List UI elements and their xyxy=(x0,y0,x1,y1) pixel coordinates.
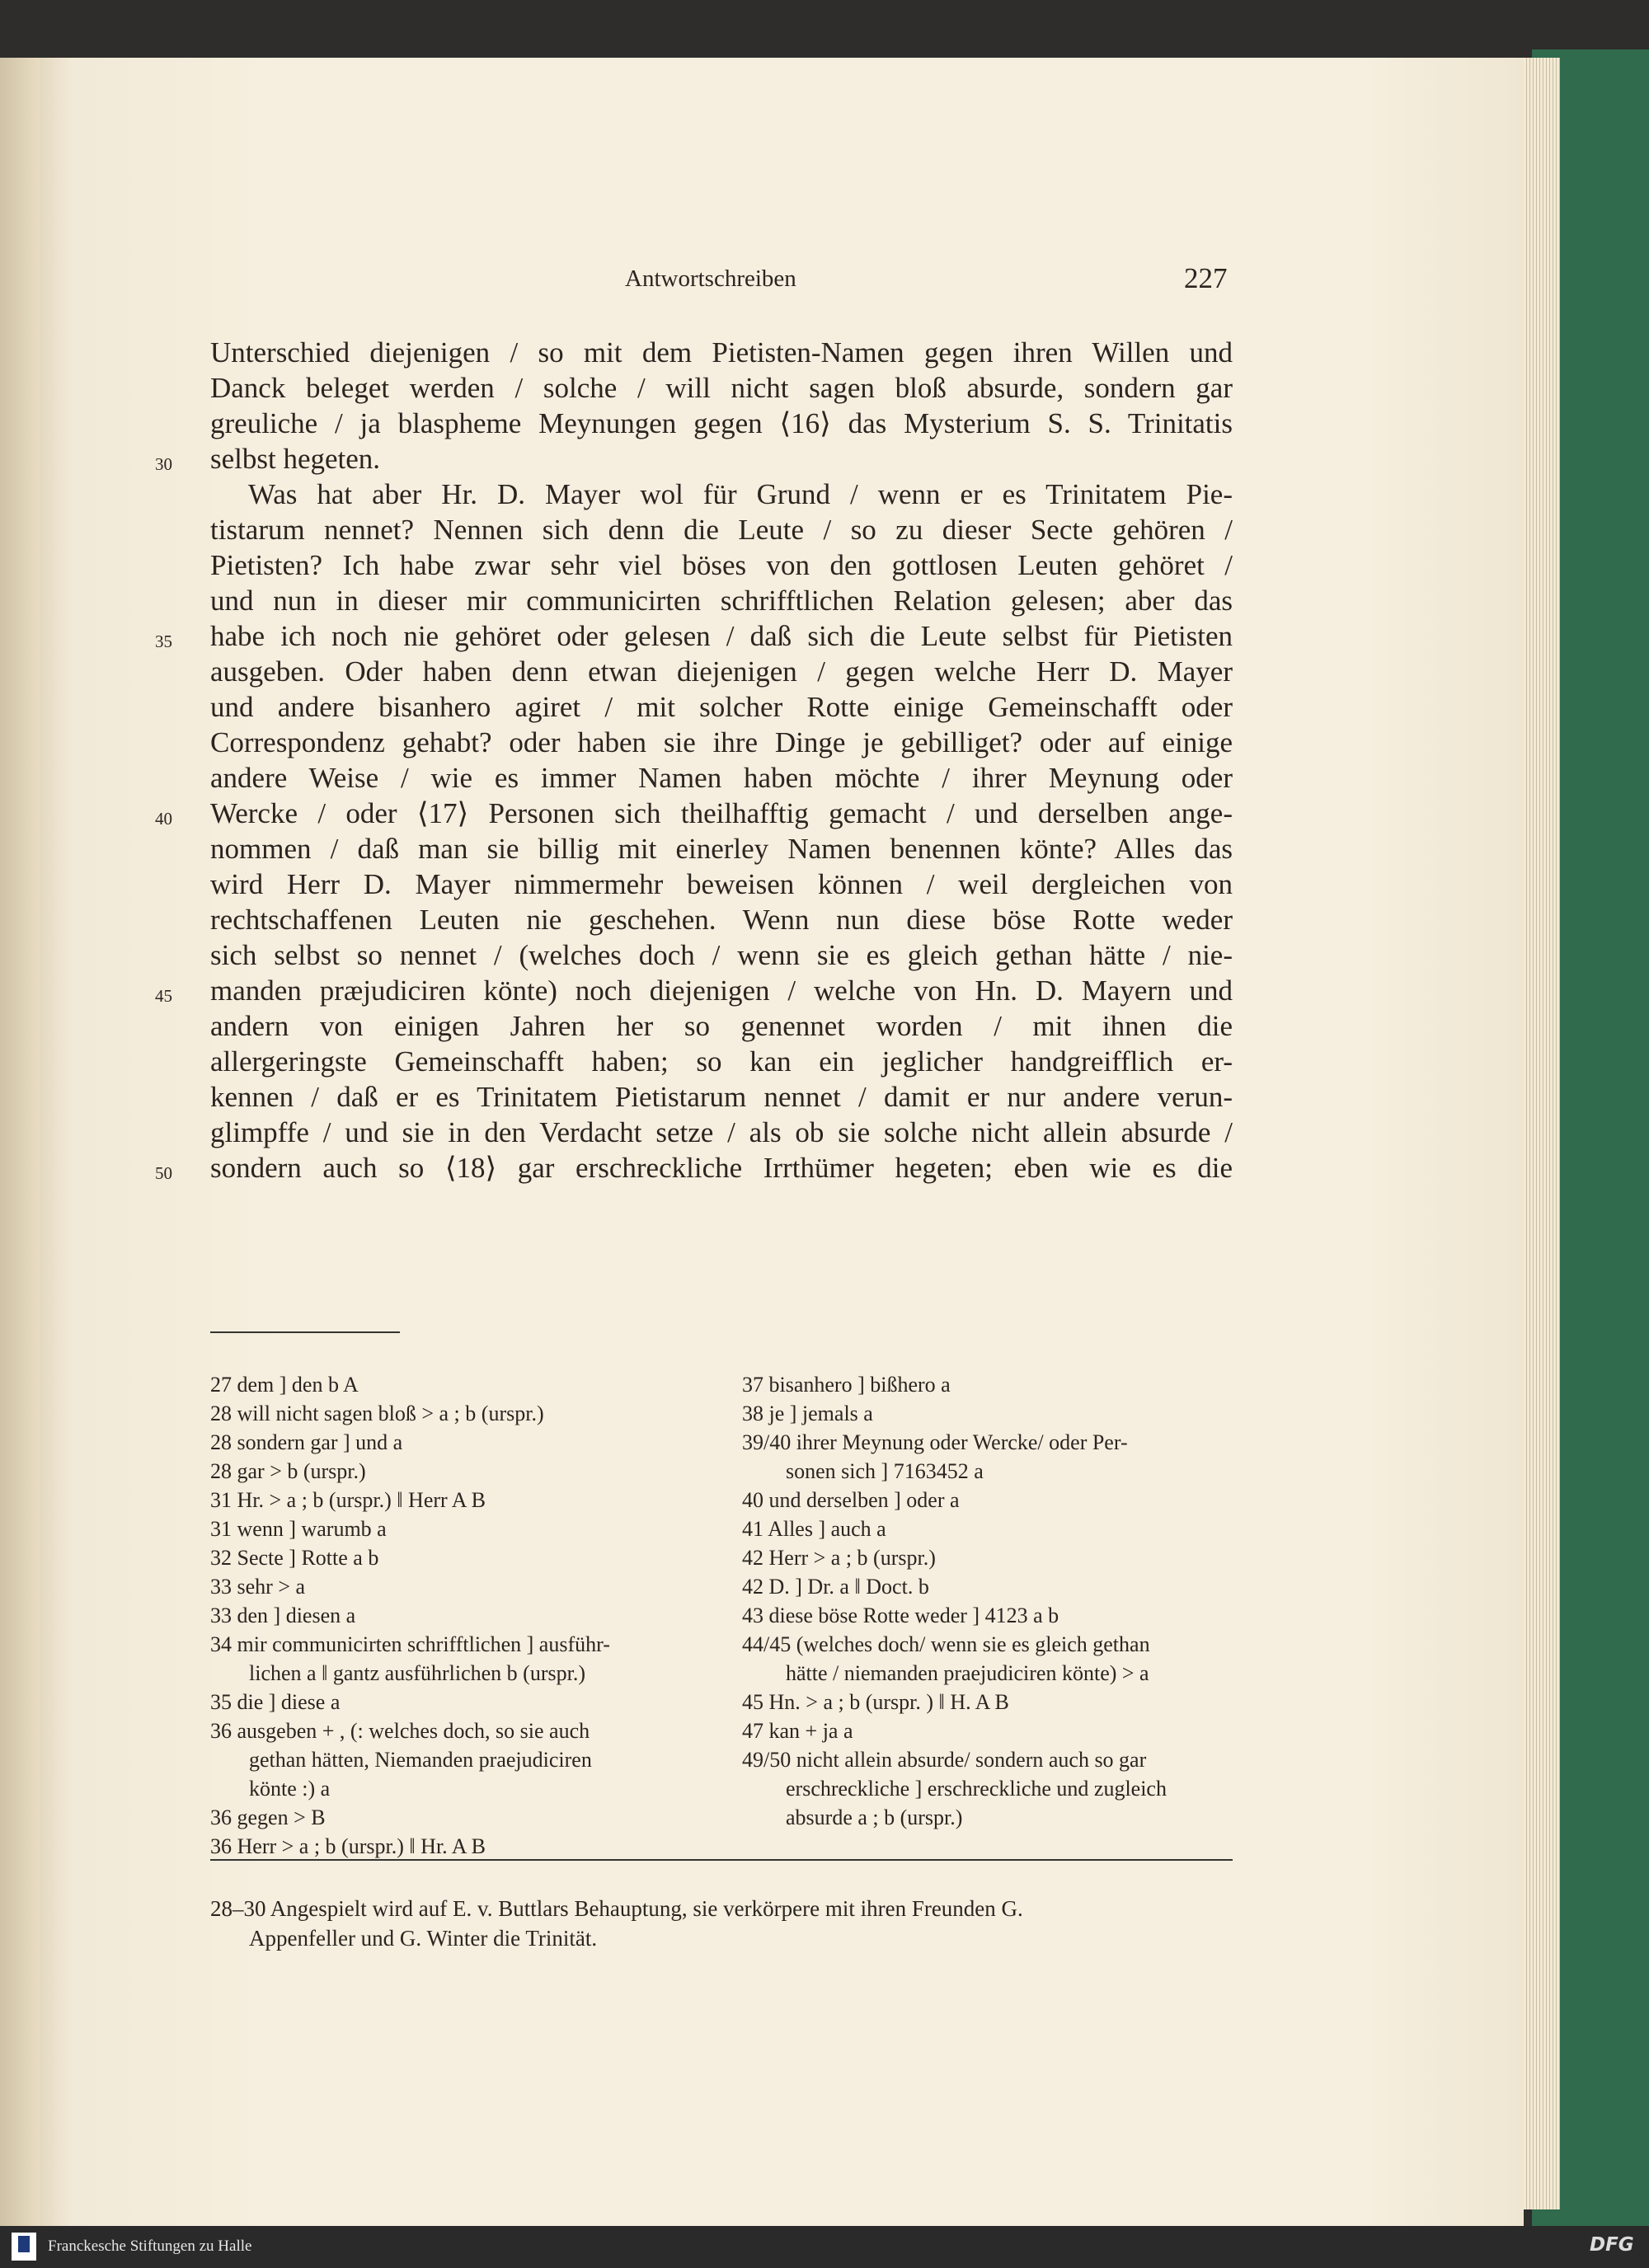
apparatus-entry: 34 mir communicirten schrifftlichen ] ausführ- xyxy=(210,1632,610,1656)
apparatus-entry: 49/50 nicht allein absurde/ sondern auch so gar xyxy=(742,1748,1147,1772)
apparatus-rule xyxy=(210,1331,400,1333)
apparatus-entry: könte :) a xyxy=(249,1777,331,1801)
line-number: 30 xyxy=(155,454,172,474)
text-line: greuliche / ja blaspheme Meynungen gegen ⟨16⟩ das Mysterium S. S. Trinitatis xyxy=(210,407,1233,439)
text-line: Was hat aber Hr. D. Mayer wol für Grund / wenn er es Trinitatem Pie- xyxy=(248,478,1233,510)
apparatus-entry: lichen a ‖ gantz ausführlichen b (urspr.) xyxy=(249,1661,585,1685)
text-line: tistarum nennet? Nennen sich denn die Leute / so zu dieser Secte gehören / xyxy=(210,514,1233,546)
text-line: Correspondenz gehabt? oder haben sie ihre Dinge je gebilliget? oder auf einige xyxy=(210,726,1233,758)
apparatus-entry: 33 den ] diesen a xyxy=(210,1604,356,1627)
text-line: Unterschied diejenigen / so mit dem Pietisten-Namen gegen ihren Willen und xyxy=(210,336,1233,369)
apparatus-entry: 42 D. ] Dr. a ‖ Doct. b xyxy=(742,1575,929,1599)
text-line: glimpffe / und sie in den Verdacht setze / als ob sie solche nicht allein absurde / xyxy=(210,1116,1233,1148)
institution-logo-icon xyxy=(12,2233,36,2261)
apparatus-entry: 35 die ] diese a xyxy=(210,1690,341,1714)
text-line: selbst hegeten. xyxy=(210,443,381,475)
apparatus-entry: 32 Secte ] Rotte a b xyxy=(210,1546,379,1570)
text-line: sich selbst so nennet / (welches doch / wenn sie es gleich gethan hätte / nie- xyxy=(210,939,1233,971)
text-line: andere Weise / wie es immer Namen haben möchte / ihrer Meynung oder xyxy=(210,762,1233,794)
commentary-rule xyxy=(210,1859,1233,1861)
apparatus-entry: 31 Hr. > a ; b (urspr.) ‖ Herr A B xyxy=(210,1488,486,1512)
text-line: kennen / daß er es Trinitatem Pietistarum nennet / damit er nur andere verun- xyxy=(210,1081,1233,1113)
apparatus-entry: erschreckliche ] erschreckliche und zugleich xyxy=(786,1777,1167,1801)
apparatus-entry: 36 Herr > a ; b (urspr.) ‖ Hr. A B xyxy=(210,1834,486,1858)
text-line: ausgeben. Oder haben denn etwan diejenigen / gegen welche Herr D. Mayer xyxy=(210,655,1233,688)
text-line: allergeringste Gemeinschafft haben; so kan ein jeglicher handgreifflich er- xyxy=(210,1045,1233,1078)
apparatus-entry: 27 dem ] den b A xyxy=(210,1373,359,1397)
apparatus-entry: 33 sehr > a xyxy=(210,1575,306,1599)
apparatus-entry: 40 und derselben ] oder a xyxy=(742,1488,960,1512)
book-page xyxy=(40,58,1524,2226)
apparatus-entry: 41 Alles ] auch a xyxy=(742,1517,886,1541)
institution-name: Franckesche Stiftungen zu Halle xyxy=(48,2237,252,2255)
apparatus-entry: 28 gar > b (urspr.) xyxy=(210,1459,366,1483)
apparatus-entry: 47 kan + ja a xyxy=(742,1719,853,1743)
dfg-logo: DFG xyxy=(1590,2234,1634,2256)
text-line: Danck beleget werden / solche / will nicht sagen bloß absurde, sondern gar xyxy=(210,372,1233,404)
commentary-line: Appenfeller und G. Winter die Trinität. xyxy=(249,1926,598,1951)
apparatus-entry: 28 will nicht sagen bloß > a ; b (urspr.) xyxy=(210,1402,544,1425)
apparatus-entry: 45 Hn. > a ; b (urspr. ) ‖ H. A B xyxy=(742,1690,1009,1714)
text-line: Wercke / oder ⟨17⟩ Personen sich theilhafftig gemacht / und derselben ange- xyxy=(210,797,1233,829)
text-line: nommen / daß man sie billig mit einerley Namen benennen könte? Alles das xyxy=(210,833,1233,865)
apparatus-entry: 28 sondern gar ] und a xyxy=(210,1430,403,1454)
apparatus-entry: 42 Herr > a ; b (urspr.) xyxy=(742,1546,936,1570)
text-line: und andere bisanhero agiret / mit solcher Rotte einige Gemeinschafft oder xyxy=(210,691,1233,723)
apparatus-entry: 36 ausgeben + , (: welches doch, so sie auch xyxy=(210,1719,590,1743)
text-line: Pietisten? Ich habe zwar sehr viel böses von den gottlosen Leuten gehöret / xyxy=(210,549,1233,581)
text-line: habe ich noch nie gehöret oder gelesen / daß sich die Leute selbst für Pietisten xyxy=(210,620,1233,652)
apparatus-entry: 36 gegen > B xyxy=(210,1805,326,1829)
running-title: Antwortschreiben xyxy=(625,265,796,292)
apparatus-entry: 31 wenn ] warumb a xyxy=(210,1517,387,1541)
text-line: andern von einigen Jahren her so genennet worden / mit ihnen die xyxy=(210,1010,1233,1042)
line-number: 40 xyxy=(155,809,172,829)
line-number: 50 xyxy=(155,1163,172,1183)
apparatus-entry: 37 bisanhero ] bißhero a xyxy=(742,1373,951,1397)
apparatus-entry: 44/45 (welches doch/ wenn sie es gleich gethan xyxy=(742,1632,1150,1656)
text-line: manden præjudiciren könte) noch diejenigen / welche von Hn. D. Mayern und xyxy=(210,974,1233,1007)
apparatus-entry: 39/40 ihrer Meynung oder Wercke/ oder Per- xyxy=(742,1430,1128,1454)
apparatus-entry: 43 diese böse Rotte weder ] 4123 a b xyxy=(742,1604,1059,1627)
text-line: sondern auch so ⟨18⟩ gar erschreckliche Irrthümer hegeten; eben wie es die xyxy=(210,1152,1233,1184)
line-number: 45 xyxy=(155,986,172,1006)
left-page-edge xyxy=(0,58,40,2226)
line-number: 35 xyxy=(155,632,172,651)
apparatus-entry: 38 je ] jemals a xyxy=(742,1402,873,1425)
text-line: wird Herr D. Mayer nimmermehr beweisen können / weil dergleichen von xyxy=(210,868,1233,900)
apparatus-entry: gethan hätten, Niemanden praejudiciren xyxy=(249,1748,592,1772)
page-number: 227 xyxy=(1184,262,1228,294)
apparatus-entry: sonen sich ] 7163452 a xyxy=(786,1459,984,1483)
commentary-line: 28–30 Angespielt wird auf E. v. Buttlars Behauptung, sie verkörpere mit ihren Freunden G. xyxy=(210,1896,1023,1921)
apparatus-entry: hätte / niemanden praejudiciren könte) > a xyxy=(786,1661,1149,1685)
text-line: und nun in dieser mir communicirten schrifftlichen Relation gelesen; aber das xyxy=(210,585,1233,617)
apparatus-entry: absurde a ; b (urspr.) xyxy=(786,1805,963,1829)
text-line: rechtschaffenen Leuten nie geschehen. Wenn nun diese böse Rotte weder xyxy=(210,904,1233,936)
